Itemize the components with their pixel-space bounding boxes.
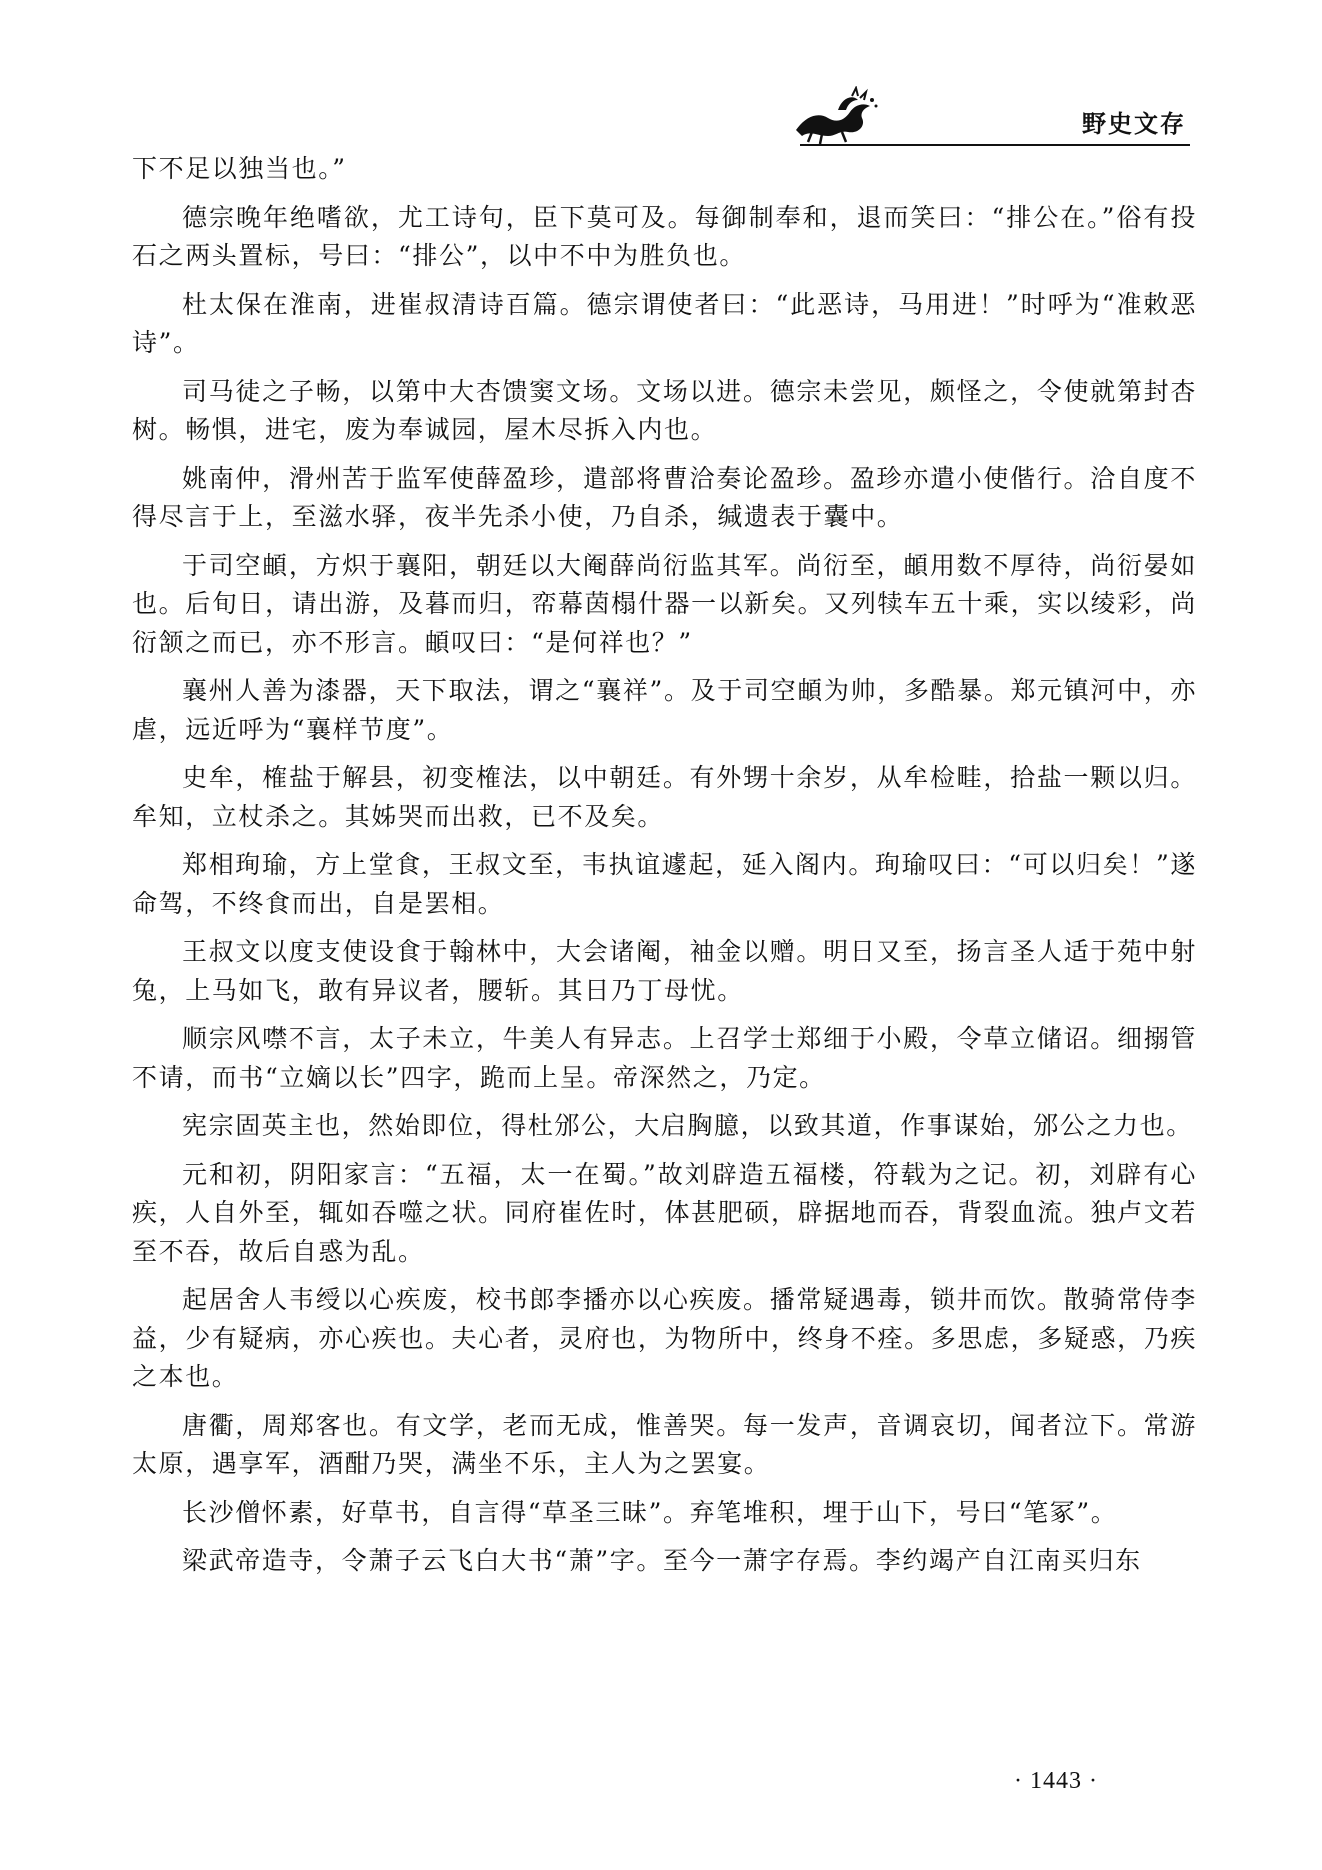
- paragraph: 顺宗风噤不言，太子未立，牛美人有异志。上召学士郑细于小殿，令草立储诏。细搦管不请，而书“立嫡以长”四字，跪而上呈。帝深然之，乃定。: [132, 1024, 1197, 1092]
- paragraph: 姚南仲，滑州苦于监军使薛盈珍，遣部将曹洽奏论盈珍。盈珍亦遣小使偕行。洽自度不得尽言于上，至滋水驿，夜半先杀小使，乃自杀，缄遗表于囊中。: [132, 463, 1197, 531]
- paragraph: 下不足以独当也。”: [132, 154, 347, 183]
- paragraph: 杜太保在淮南，进崔叔清诗百篇。德宗谓使者曰：“此恶诗，马用进！”时呼为“准敕恶诗”。: [132, 289, 1197, 357]
- paragraph: 王叔文以度支使设食于翰林中，大会诸阉，袖金以赠。明日又至，扬言圣人适于苑中射兔，上马如飞，敢有异议者，腰斩。其日乃丁母忧。: [132, 937, 1197, 1005]
- body-text: [132, 150, 1197, 1591]
- header-title: 野史文存: [1082, 110, 1186, 138]
- paragraph: 元和初，阴阳家言：“五福，太一在蜀。”故刘辟造五福楼，符载为之记。初，刘辟有心疾，人自外至，辄如吞噬之状。同府崔佐时，体甚肥硕，辟据地而吞，背裂血流。独卢文若至不吞，故后自惑为乱。: [132, 1159, 1197, 1266]
- paragraph: 起居舍人韦绶以心疾废，校书郎李播亦以心疾废。播常疑遇毒，锁井而饮。散骑常侍李益，少有疑病，亦心疾也。夫心者，灵府也，为物所中，终身不痊。多思虑，多疑惑，乃疾之本也。: [132, 1285, 1197, 1391]
- header-rule: [800, 144, 1190, 146]
- paragraph: 襄州人善为漆器，天下取法，谓之“襄祥”。及于司空頔为帅，多酷暴。郑元镇河中，亦虐，远近呼为“襄样节度”。: [132, 676, 1197, 744]
- paragraph: 于司空頔，方炽于襄阳，朝廷以大阉薛尚衍监其军。尚衍至，頔用数不厚待，尚衍晏如也。后旬日，请出游，及暮而归，帟幕茵榻什器一以新矣。又列犊车五十乘，实以绫彩，尚衍颔之而已，亦不形言。頔叹曰：“是何祥也？”: [132, 550, 1197, 657]
- page-number: · 1443 ·: [1014, 1768, 1098, 1794]
- paragraph: 郑相珣瑜，方上堂食，王叔文至，韦执谊遽起，延入阁内。珣瑜叹曰：“可以归矣！”遂命驾，不终食而出，自是罢相。: [132, 850, 1197, 918]
- page-header: [792, 86, 1190, 148]
- paragraph: 梁武帝造寺，令萧子云飞白大书“萧”字。至今一萧字存焉。李约竭产自江南买归东: [182, 1546, 1142, 1575]
- paragraph: 司马徒之子畅，以第中大杏馈窦文场。文场以进。德宗未尝见，颇怪之，令使就第封杏树。畅惧，进宅，废为奉诚园，屋木尽拆入内也。: [132, 376, 1197, 444]
- paragraph: 德宗晚年绝嗜欲，尤工诗句，臣下莫可及。每御制奉和，退而笑曰：“排公在。”俗有投石之两头置标，号曰：“排公”，以中不中为胜负也。: [132, 202, 1197, 270]
- paragraph: 宪宗固英主也，然始即位，得杜邠公，大启胸臆，以致其道，作事谋始，邠公之力也。: [182, 1111, 1193, 1140]
- dragon-emblem-icon: [792, 86, 880, 146]
- paragraph: 史牟，榷盐于解县，初变榷法，以中朝廷。有外甥十余岁，从牟检畦，拾盐一颗以归。牟知，立杖杀之。其姊哭而出救，已不及矣。: [132, 763, 1197, 831]
- paragraph: 长沙僧怀素，好草书，自言得“草圣三昧”。弃笔堆积，埋于山下，号曰“笔冢”。: [182, 1497, 1118, 1527]
- paragraph: 唐衢，周郑客也。有文学，老而无成，惟善哭。每一发声，音调哀切，闻者泣下。常游太原，遇享军，酒酣乃哭，满坐不乐，主人为之罢宴。: [132, 1410, 1197, 1478]
